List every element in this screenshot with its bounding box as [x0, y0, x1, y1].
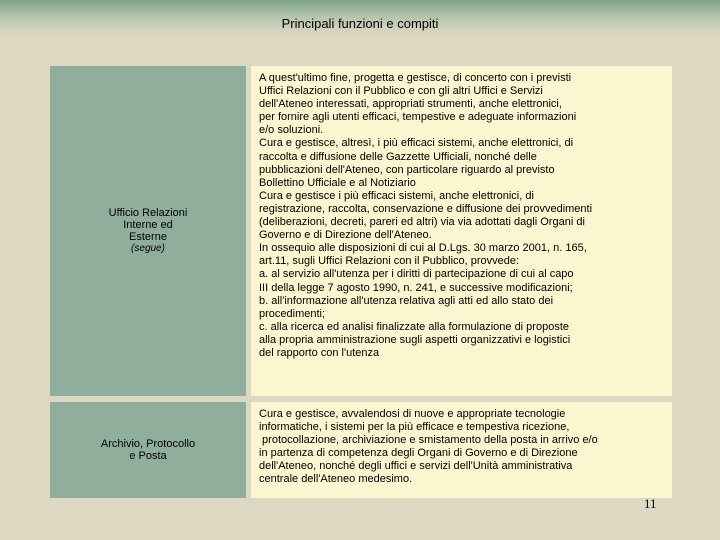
description-line: in partenza di competenza degli Organi di Governo e di Direzione [259, 447, 578, 460]
description-line: dell'Ateneo, nonché degli uffici e servizi dell'Unità amministrativa [259, 460, 573, 473]
description-line: Bollettino Ufficiale e al Notiziario [259, 176, 416, 189]
description-line: A quest'ultimo fine, progetta e gestisce, di concerto con i previsti [259, 72, 572, 84]
office-label-cell [50, 66, 246, 396]
office-label-line: Esterne [129, 231, 167, 243]
office-label-line: Interne ed [123, 219, 173, 231]
description-line: Uffici Relazioni con il Pubblico e con gli altri Uffici e Servizi [259, 85, 543, 98]
archive-label-cell [50, 402, 246, 498]
description-line: b. all'informazione all'utenza relativa agli atti ed allo stato dei [259, 294, 554, 307]
description-line: del rapporto con l'utenza [259, 346, 380, 359]
description-line: Cura e gestisce i più efficaci sistemi, anche elettronici, di [259, 189, 534, 202]
description-line: centrale dell'Ateneo medesimo. [259, 473, 413, 486]
description-line: (deliberazioni, decreti, pareri ed altri) via via adottati dagli Organi di [259, 216, 585, 229]
archive-label-line: Archivio, Protocollo [100, 438, 196, 450]
description-line: Cura e gestisce, altresì, i più efficaci sistemi, anche elettronici, di [259, 137, 574, 150]
page-title: Principali funzioni e compiti [281, 16, 439, 31]
description-line: informatiche, i sistemi per la più efficace e tempestiva ricezione, [259, 421, 570, 434]
description-line: III della legge 7 agosto 1990, n. 241, e successive modificazioni; [259, 281, 573, 294]
description-line: Governo e di Direzione dell'Ateneo. [259, 229, 432, 242]
office-label-line: Ufficio Relazioni [108, 207, 188, 219]
description-line: per fornire agli utenti efficaci, tempestive e adeguate informazioni [259, 111, 577, 124]
description-line: alla propria amministrazione sugli aspetti organizzativi e logistici [259, 333, 571, 346]
description-line: registrazione, raccolta, conservazione e diffusione dei provvedimenti [259, 202, 593, 215]
description-line: a. al servizio all'utenza per i diritti di partecipazione di cui al capo [259, 268, 574, 281]
description-line: art.11, sugli Uffici Relazioni con il Pubblico, provvede: [259, 255, 520, 268]
description-line: raccolta e diffusione delle Gazzette Ufficiali, nonché delle [259, 150, 537, 163]
description-line: In ossequio alle disposizioni di cui al D.Lgs. 30 marzo 2001, n. 165, [259, 242, 587, 255]
description-line: c. alla ricerca ed analisi finalizzate alla formulazione di proposte [259, 320, 569, 333]
archive-description-cell [251, 402, 672, 498]
description-line: protocollazione, archiviazione e smistamento della posta in arrivo e/o [259, 434, 598, 447]
description-line: procedimenti; [259, 307, 326, 320]
continued-note: (segue) [131, 243, 165, 254]
office-description-cell [251, 66, 672, 396]
description-line: pubblicazioni dell'Ateneo, con particolare riguardo al previsto [259, 163, 555, 176]
description-line: Cura e gestisce, avvalendosi di nuove e appropriate tecnologie [259, 408, 566, 420]
page-number: 11 [644, 496, 657, 511]
archive-label-line: e Posta [129, 450, 167, 462]
description-line: e/o soluzioni. [259, 124, 324, 137]
description-line: dell'Ateneo interessati, appropriati strumenti, anche elettronici, [259, 98, 562, 111]
